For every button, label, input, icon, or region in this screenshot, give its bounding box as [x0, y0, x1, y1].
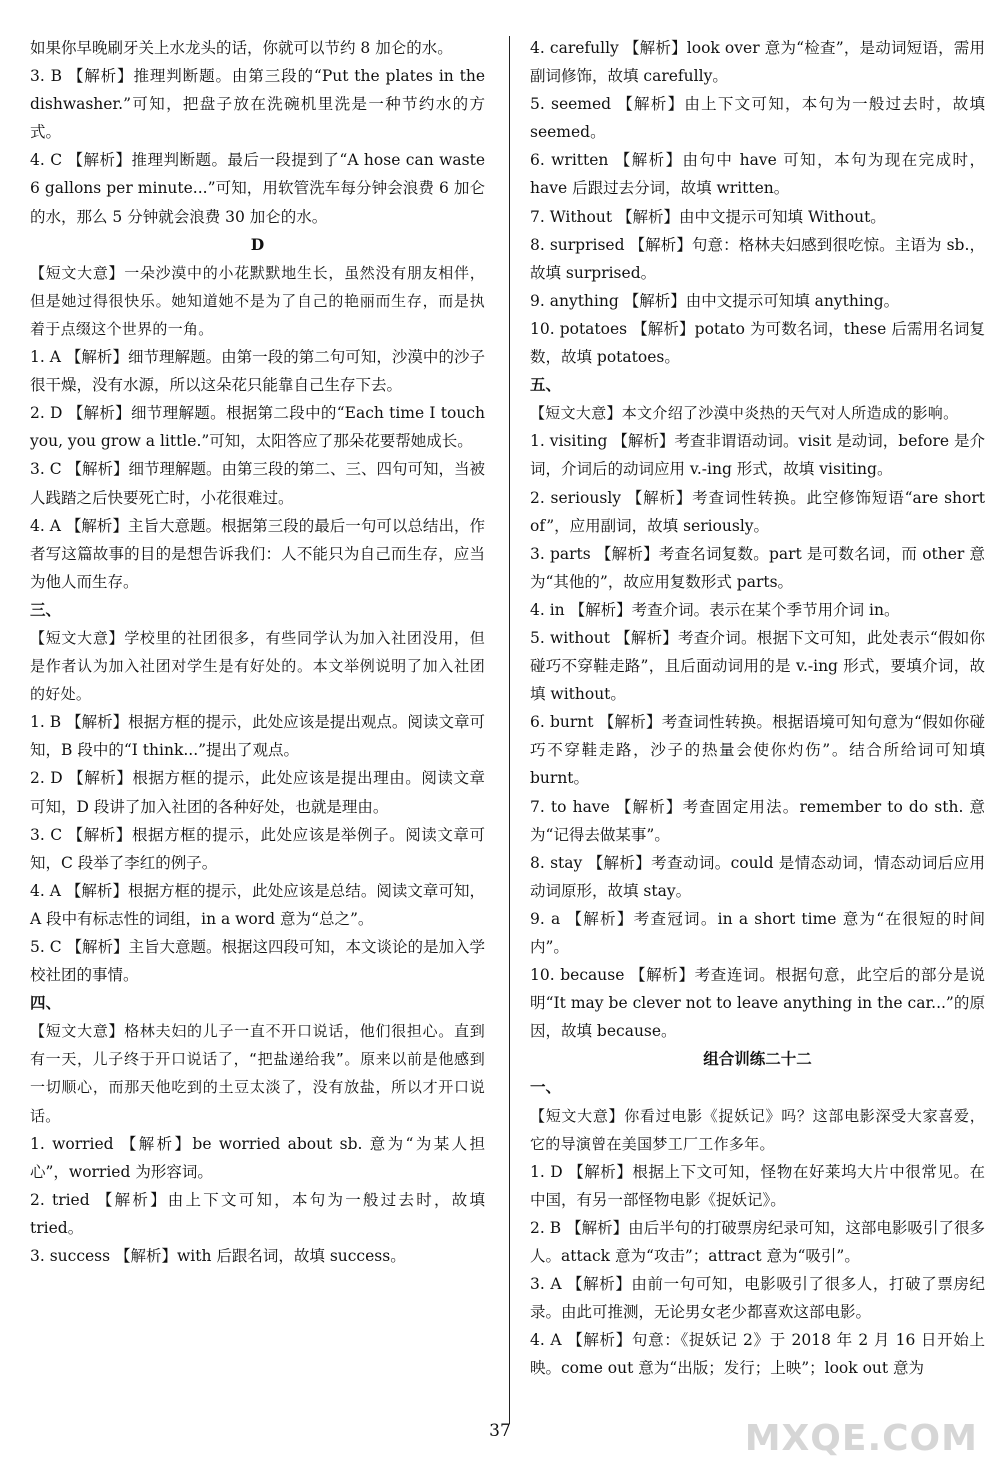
passage-summary: 【短文大意】格林夫妇的儿子一直不开口说话，他们很担心。直到有一天，儿子终于开口说话了，“把盐递给我”。原来以前是他感到一切顺心，而那天他吃到的土豆太淡了，没有放盐，所以才开口说话。: [30, 1022, 485, 1125]
answer-item: 4. A 【解析】句意：《捉妖记 2》于 2018 年 2 月 16 日开始上映。come out 意为“出版；发行；上映”；look out 意为: [530, 1331, 985, 1378]
answer-item: 2. D 【解析】细节理解题。根据第二段中的“Each time I touch you, you grow a little.”可知，太阳答应了那朵花要帮她成长。: [30, 404, 485, 451]
passage-summary: 【短文大意】你看过电影《捉妖记》吗？这部电影深受大家喜爱，它的导演曾在美国梦工厂工作多年。: [530, 1106, 985, 1153]
answer-item: 3. C 【解析】根据方框的提示，此处应该是举例子。阅读文章可知，C 段举了李红的例子。: [30, 825, 485, 872]
answer-item: 4. in 【解析】考查介词。表示在某个季节用介词 in。: [530, 600, 900, 619]
right-column: [530, 34, 985, 1383]
answer-item: 10. potatoes 【解析】potato 为可数名词，these 后需用名词复数，故填 potatoes。: [530, 319, 985, 367]
page-number: 37: [489, 1421, 511, 1441]
answer-item: 1. visiting 【解析】考查非谓语动词。visit 是动词，before 是介词，介词后的动词应用 v.-ing 形式，故填 visiting。: [530, 432, 985, 479]
watermark-logo: MXQE.COM: [744, 1418, 978, 1459]
answer-item: 10. because 【解析】考查连词。根据句意，此空后的部分是说明“It may be clever not to leave anything in the car...”的原因，故填 because。: [530, 966, 985, 1041]
section-heading: 五、: [530, 375, 562, 395]
answer-item: 4. A 【解析】根据方框的提示，此处应该是总结。阅读文章可知，A 段中有标志性的词组，in a word 意为“总之”。: [30, 881, 485, 928]
answer-item: 4. A 【解析】主旨大意题。根据第三段的最后一句可以总结出，作者写这篇故事的目的是想告诉我们：人不能只为自己而生存，应当为他人而生存。: [30, 516, 485, 591]
answer-item: 5. without 【解析】考查介词。根据下文可知，此处表示“假如你碰巧不穿鞋走路”，且后面动词用的是 v.-ing 形式，要填介词，故填 without。: [530, 628, 985, 704]
section-title: 组合训练二十二: [703, 1049, 812, 1069]
answer-item: 2. B 【解析】由后半句的打破票房纪录可知，这部电影吸引了很多人。attack 意为“攻击”；attract 意为“吸引”。: [530, 1218, 985, 1266]
answer-item: 2. seriously 【解析】考查词性转换。此空修饰短语“are short of”，应用副词，故填 seriously。: [530, 488, 985, 535]
answer-item: 9. anything 【解析】由中文提示可知填 anything。: [530, 291, 900, 310]
answer-item: 5. seemed 【解析】由上下文可知，本句为一般过去时，故填 seemed。: [530, 95, 985, 142]
answer-item: 1. B 【解析】根据方框的提示，此处应该是提出观点。阅读文章可知，B 段中的“I think...”提出了观点。: [30, 713, 485, 760]
section-title: D: [250, 234, 265, 254]
answer-item: 6. written 【解析】由句中 have 可知，本句为现在完成时，have 后跟过去分词，故填 written。: [530, 151, 985, 198]
passage-summary: 【短文大意】一朵沙漠中的小花默默地生长，虽然没有朋友相伴，但是她过得很快乐。她知道她不是为了自己的艳丽而生存，而是执着于点缀这个世界的一角。: [30, 263, 485, 338]
answer-item: 9. a 【解析】考查冠词。in a short time 意为“在很短的时间内”。: [530, 909, 985, 956]
answer-item: 1. worried 【解析】be worried about sb. 意为“为某人担心”，worried 为形容词。: [30, 1134, 485, 1181]
section-heading: 一、: [530, 1077, 562, 1097]
passage-summary: 【短文大意】本文介绍了沙漠中炎热的天气对人所造成的影响。: [530, 404, 959, 423]
answer-item: 如果你早晚刷牙关上水龙头的话，你就可以节约 8 加仑的水。: [30, 39, 453, 57]
answer-item: 8. surprised 【解析】句意：格林夫妇感到很吃惊。主语为 sb.，故填 surprised。: [530, 235, 985, 282]
answer-item: 7. Without 【解析】由中文提示可知填 Without。: [530, 207, 886, 226]
answer-item: 8. stay 【解析】考查动词。could 是情态动词，情态动词后应用动词原形，故填 stay。: [530, 853, 985, 900]
left-column: [30, 34, 485, 1270]
passage-summary: 【短文大意】学校里的社团很多，有些同学认为加入社团没用，但是作者认为加入社团对学生是有好处的。本文举例说明了加入社团的好处。: [30, 628, 485, 704]
answer-item: 4. C 【解析】推理判断题。最后一段提到了“A hose can waste 6 gallons per minute...”可知，用软管洗车每分钟会浪费 6 加仑的水，那么 5 分钟就会浪费 30 加仑的水。: [30, 151, 485, 226]
answer-item: 3. A 【解析】由前一句可知，电影吸引了很多人，打破了票房纪录。由此可推测，无论男女老少都喜欢这部电影。: [530, 1275, 985, 1322]
answer-item: 3. success 【解析】with 后跟名词，故填 success。: [30, 1247, 406, 1266]
answer-item: 1. D 【解析】根据上下文可知，怪物在好莱坞大片中很常见。在中国，有另一部怪物电影《捉妖记》。: [530, 1162, 985, 1209]
answer-item: 3. parts 【解析】考查名词复数。part 是可数名词，而 other 意为“其他的”，故应用复数形式 parts。: [530, 544, 985, 591]
answer-item: 2. D 【解析】根据方框的提示，此处应该是提出理由。阅读文章可知，D 段讲了加入社团的各种好处，也就是理由。: [30, 769, 485, 816]
answer-item: 6. burnt 【解析】考查词性转换。根据语境可知句意为“假如你碰巧不穿鞋走路，沙子的热量会使你灼伤”。结合所给词可知填 burnt。: [530, 713, 985, 788]
section-heading: 四、: [30, 993, 62, 1013]
answer-item: 3. C 【解析】细节理解题。由第三段的第二、三、四句可知，当被人践踏之后快要死亡时，小花很难过。: [30, 460, 486, 507]
answer-item: 7. to have 【解析】考查固定用法。remember to do sth. 意为“记得去做某事”。: [530, 797, 985, 844]
answer-item: 5. C 【解析】主旨大意题。根据这四段可知，本文谈论的是加入学校社团的事情。: [30, 938, 486, 985]
answer-item: 3. B 【解析】推理判断题。由第三段的“Put the plates in the dishwasher.”可知，把盘子放在洗碗机里洗是一种节约水的方式。: [30, 67, 485, 142]
section-heading: 三、: [30, 599, 62, 619]
answer-item: 2. tried 【解析】由上下文可知，本句为一般过去时，故填 tried。: [30, 1190, 485, 1237]
column-divider: [509, 36, 510, 1424]
answer-item: 1. A 【解析】细节理解题。由第一段的第二句可知，沙漠中的沙子很干燥，没有水源，所以这朵花只能靠自己生存下去。: [30, 348, 485, 395]
answer-item: 4. carefully 【解析】look over 意为“检查”，是动词短语，需用副词修饰，故填 carefully。: [530, 39, 985, 86]
